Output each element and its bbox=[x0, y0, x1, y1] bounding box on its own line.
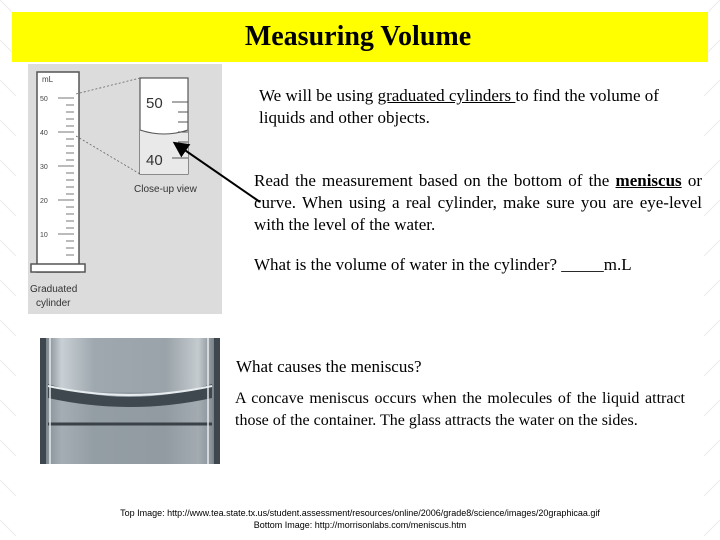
scale-label-50: 50 bbox=[40, 96, 48, 103]
title-bar bbox=[12, 12, 708, 62]
closeup-label-50: 50 bbox=[146, 95, 163, 112]
scale-label-30: 30 bbox=[40, 164, 48, 171]
meniscus-term: meniscus bbox=[615, 171, 682, 190]
cylinder-base bbox=[31, 264, 85, 272]
image-credits bbox=[60, 507, 660, 531]
reading-instructions bbox=[254, 170, 702, 236]
meniscus-explanation: A concave meniscus occurs when the molecules of the liquid attract those of the container. The glass attracts the water on the sides. bbox=[235, 390, 685, 429]
credit-bottom-image: Bottom Image: http://morrisonlabs.com/meniscus.htm bbox=[253, 520, 467, 530]
cylinder-caption-line1: Graduated bbox=[30, 284, 78, 295]
slide-title: Measuring Volume bbox=[244, 21, 472, 52]
intro-before: We will be using bbox=[259, 86, 378, 105]
intro-after: to find the volume of liquids and other objects. bbox=[259, 86, 659, 127]
scale-label-40: 40 bbox=[40, 130, 48, 137]
intro-underlined-term: graduated cylinders bbox=[377, 86, 516, 105]
left-edge-pattern bbox=[0, 0, 16, 540]
intro-text bbox=[259, 85, 659, 129]
scale-label-20: 20 bbox=[40, 198, 48, 205]
read-after: or curve. When using a real cylinder, make sure you are eye-level with the level of the water. bbox=[254, 171, 702, 234]
scale-label-10: 10 bbox=[40, 232, 48, 239]
closeup-caption: Close-up view bbox=[134, 184, 197, 195]
cylinder-caption-line2: cylinder bbox=[36, 298, 71, 309]
meniscus-cause-question: What causes the meniscus? bbox=[236, 357, 422, 376]
meniscus-photo bbox=[40, 338, 220, 464]
credit-top-image: Top Image: http://www.tea.state.tx.us/student.assessment/resources/online/2006/grade8/science/images/20graphicaa.gif bbox=[120, 508, 600, 518]
read-before: Read the measurement based on the bottom of the bbox=[254, 171, 616, 190]
meniscus-photo-drawing bbox=[40, 338, 220, 464]
closeup-label-40: 40 bbox=[146, 152, 163, 169]
volume-question: What is the volume of water in the cylinder? _____m.L bbox=[254, 255, 632, 274]
unit-label: mL bbox=[42, 75, 54, 84]
